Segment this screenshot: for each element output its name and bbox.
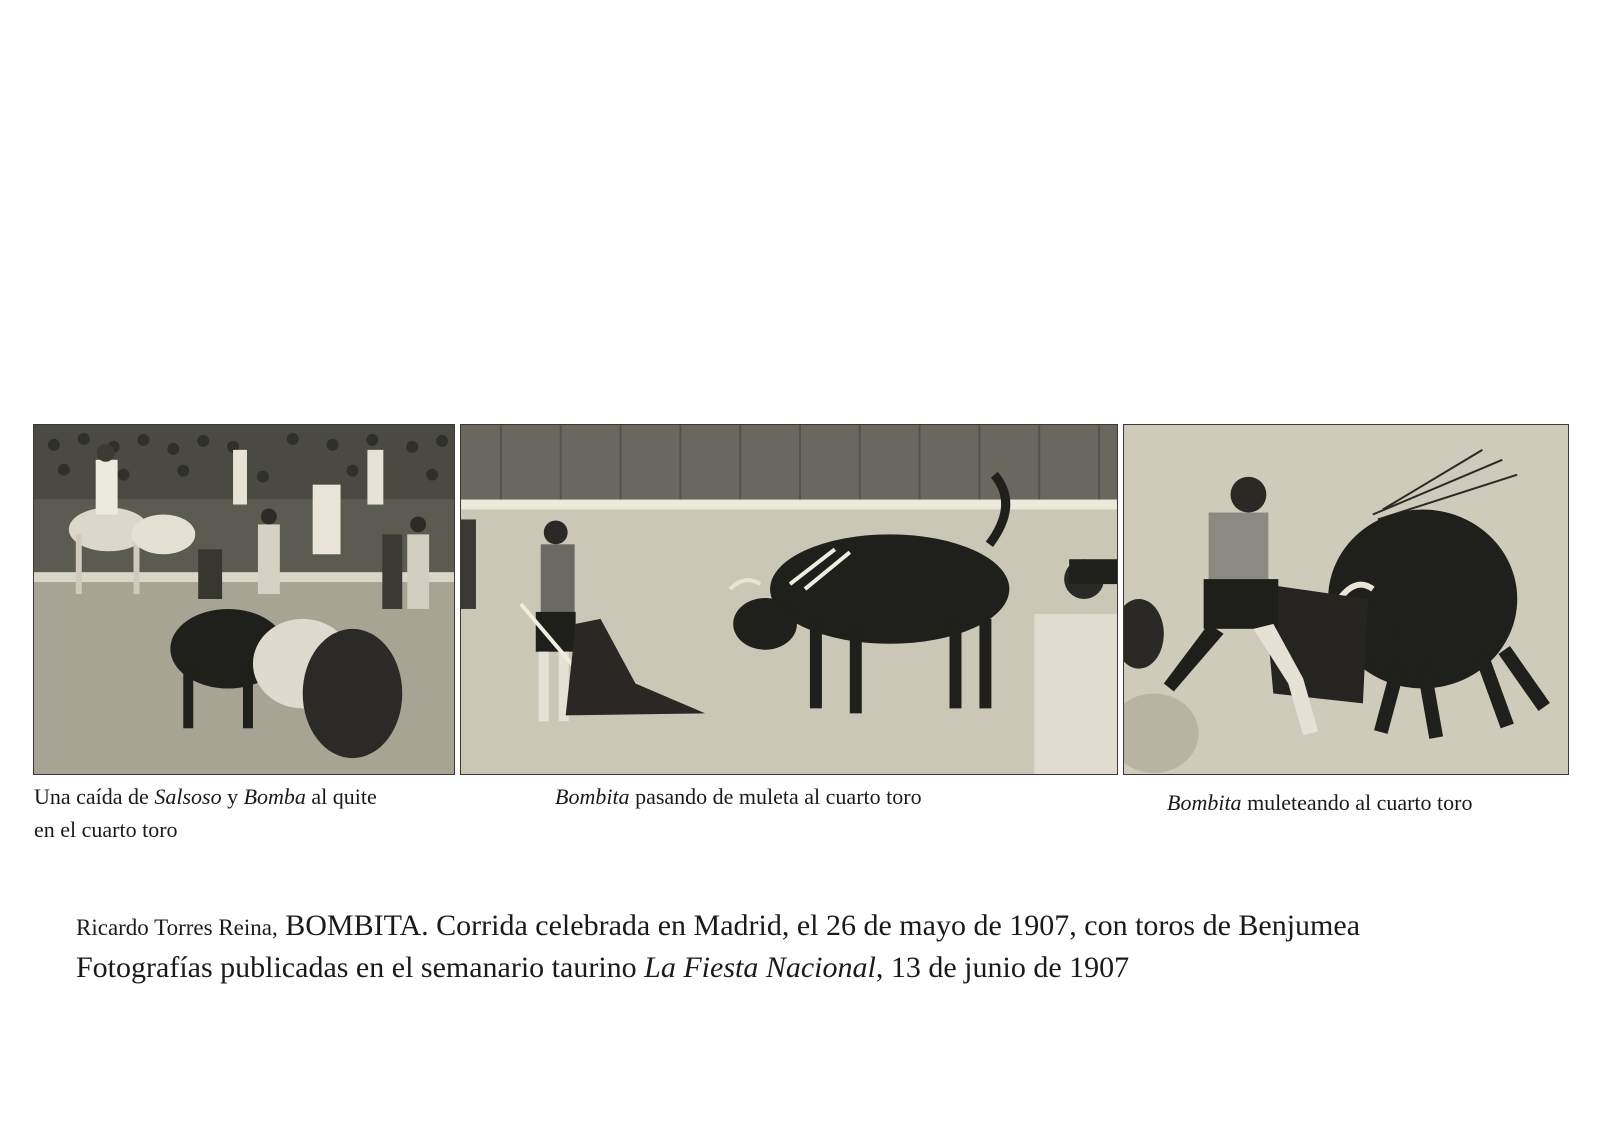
photo-bombita-muleteando — [1123, 424, 1569, 775]
photo-picador-fall-image — [34, 425, 454, 774]
credit-publication-name: La Fiesta Nacional — [644, 951, 876, 984]
credit-line-2 — [76, 947, 1129, 989]
photo-bombita-muleta-pass — [460, 424, 1118, 775]
caption-photo-3 — [1167, 786, 1472, 819]
caption-2-text: pasando de muleta al cuarto toro — [629, 784, 922, 809]
credit-author: Ricardo Torres Reina, — [76, 915, 278, 940]
caption-1-line-2: en el cuarto toro — [34, 817, 178, 842]
caption-3-text: muleteando al cuarto toro — [1241, 790, 1473, 815]
caption-1-name-bomba: Bomba — [243, 784, 306, 809]
caption-1-text-a: Una caída de — [34, 784, 155, 809]
caption-2-name: Bombita — [555, 784, 630, 809]
caption-3-name: Bombita — [1167, 790, 1242, 815]
caption-1-text-b: y — [221, 784, 244, 809]
credit-source-text-a: Fotografías publicadas en el semanario taurino — [76, 951, 645, 984]
photo-bombita-muleteando-image — [1124, 425, 1568, 774]
caption-photo-2 — [555, 780, 922, 813]
credit-event-description: BOMBITA. Corrida celebrada en Madrid, el 26 de mayo de 1907, con toros de Benjumea — [277, 909, 1361, 942]
caption-photo-1 — [34, 780, 377, 846]
caption-1-name-salsoso: Salsoso — [154, 784, 222, 809]
credit-line-1 — [76, 905, 1360, 949]
credit-source-date: , 13 de junio de 1907 — [875, 951, 1130, 984]
photo-bombita-muleta-pass-image — [461, 425, 1117, 774]
caption-1-text-c: al quite — [305, 784, 377, 809]
photo-picador-fall — [33, 424, 455, 775]
